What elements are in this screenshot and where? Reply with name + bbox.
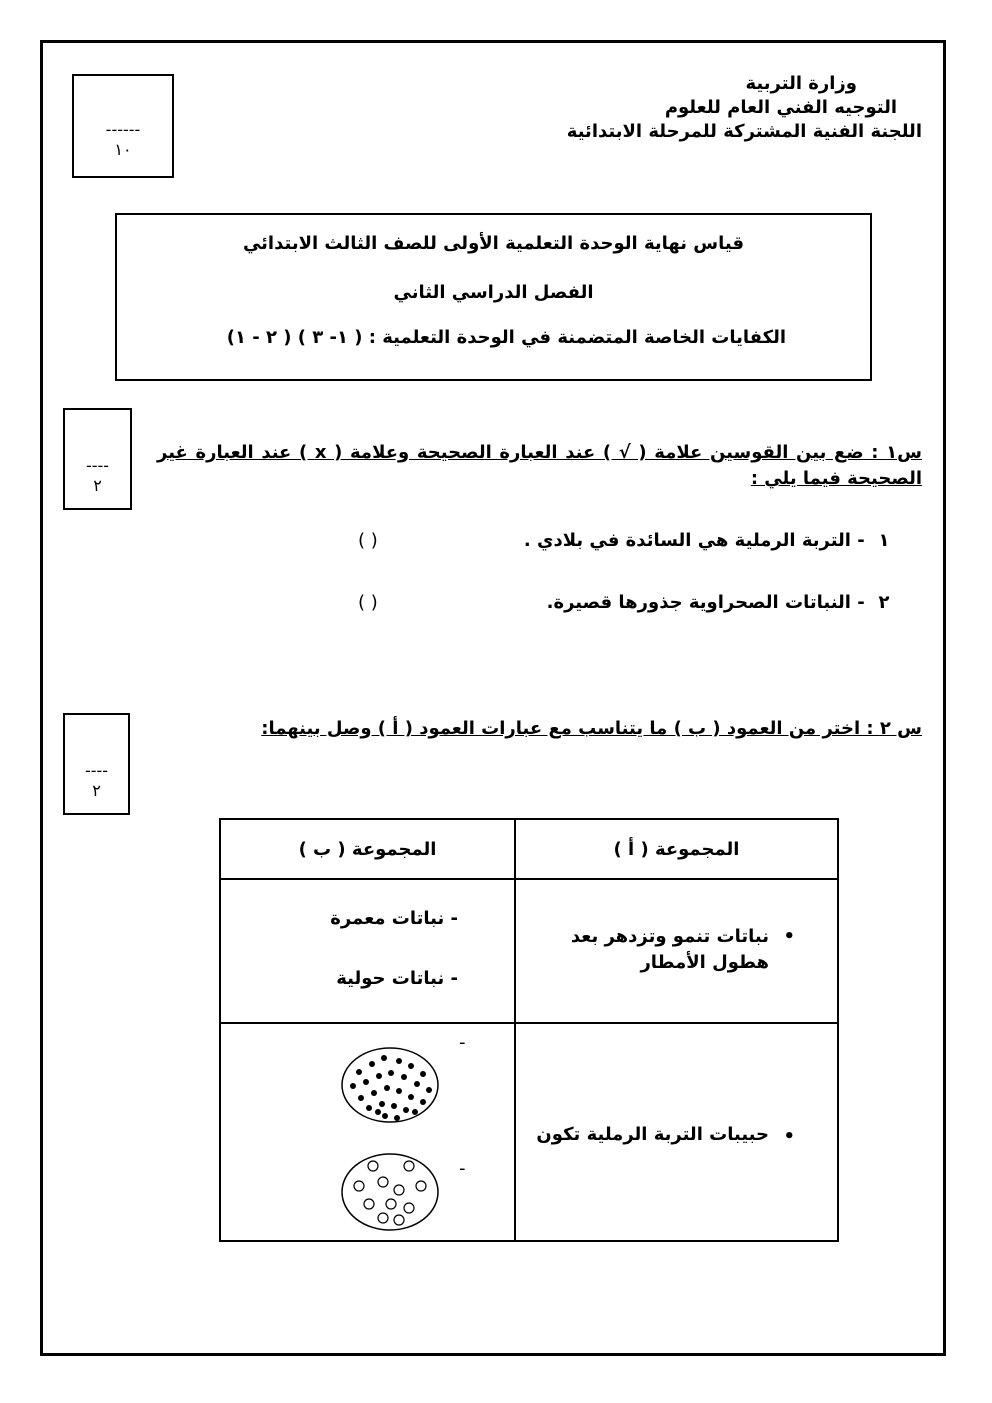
option-annual-text: نباتات حولية [336,968,445,989]
q1-answer-parens-2[interactable]: ( ) [358,592,378,613]
q1-answer-parens-1[interactable]: ( ) [358,530,378,551]
competencies-label: الكفايات الخاصة المتضمنة في الوحدة التعلمية : ( ١- ٣ ) ( ٢ - ١) [226,327,786,348]
q1-statement-1 [524,530,897,551]
dash: - [450,908,458,929]
option-perennial[interactable] [330,908,458,929]
matching-table [219,818,839,1242]
department-name: التوجيه الفني العام للعلوم [664,97,897,118]
col-b-header: المجموعة ( ب ) [220,819,515,879]
q1-statement-2 [547,592,897,613]
total-score-blank: ------ [105,120,141,139]
committee-name: اللجنة الفنية المشتركة للمرحلة الابتدائية [566,121,922,142]
q1-statement-number: ١ [878,530,890,551]
dash: - [459,1032,466,1053]
dash: - [450,968,458,989]
option-annual[interactable] [336,968,458,989]
q2-score-max: ٢ [92,781,101,800]
q1-statement-text: - النباتات الصحراوية جذورها قصيرة. [546,592,865,613]
row2-col-b [220,1023,515,1241]
row1-col-b [220,879,515,1023]
q2-score-box [63,713,130,815]
bullet: • [783,926,795,947]
row2-col-a [515,1023,838,1241]
option-perennial-text: نباتات معمرة [330,908,445,929]
q1-score-blank: ---- [85,456,110,475]
q1-instruction: س١ : ضع بين القوسين علامة ( √ ) عند العبارة الصحيحة وعلامة ( x ) عند العبارة غير الصحيحة فيما يلي : [157,442,922,489]
q1-statement-text: - التربة الرملية هي السائدة في بلادي . [523,530,865,551]
dense-soil-particles-icon[interactable] [339,1046,441,1124]
q1-score-box [63,408,132,510]
header [567,72,922,144]
row2-statement: حبيبات التربة الرملية تكون [536,1124,769,1145]
row1-col-a [515,879,838,1023]
dash: - [459,1158,466,1179]
semester-label: الفصل الدراسي الثاني [393,282,594,303]
q1-score-max: ٢ [93,476,102,495]
q1-statement-number: ٢ [878,592,890,613]
ministry-name: وزارة التربية [745,73,857,94]
total-score-box [72,74,174,178]
q2-instruction: س ٢ : اختر من العمود ( ب ) ما يتناسب مع عبارات العمود ( أ ) وصل بينهما: [261,718,922,739]
col-a-header: المجموعة ( أ ) [515,819,838,879]
total-score-max: ١٠ [114,140,132,159]
bullet: • [783,1126,795,1147]
exam-title-box [115,213,872,381]
q2-score-blank: ---- [84,761,109,780]
sparse-soil-particles-icon[interactable] [339,1152,441,1232]
exam-title: قياس نهاية الوحدة التعلمية الأولى للصف الثالث الابتدائي [242,233,745,254]
row1-statement: نباتات تنمو وتزدهر بعد هطول الأمطار [570,926,769,973]
